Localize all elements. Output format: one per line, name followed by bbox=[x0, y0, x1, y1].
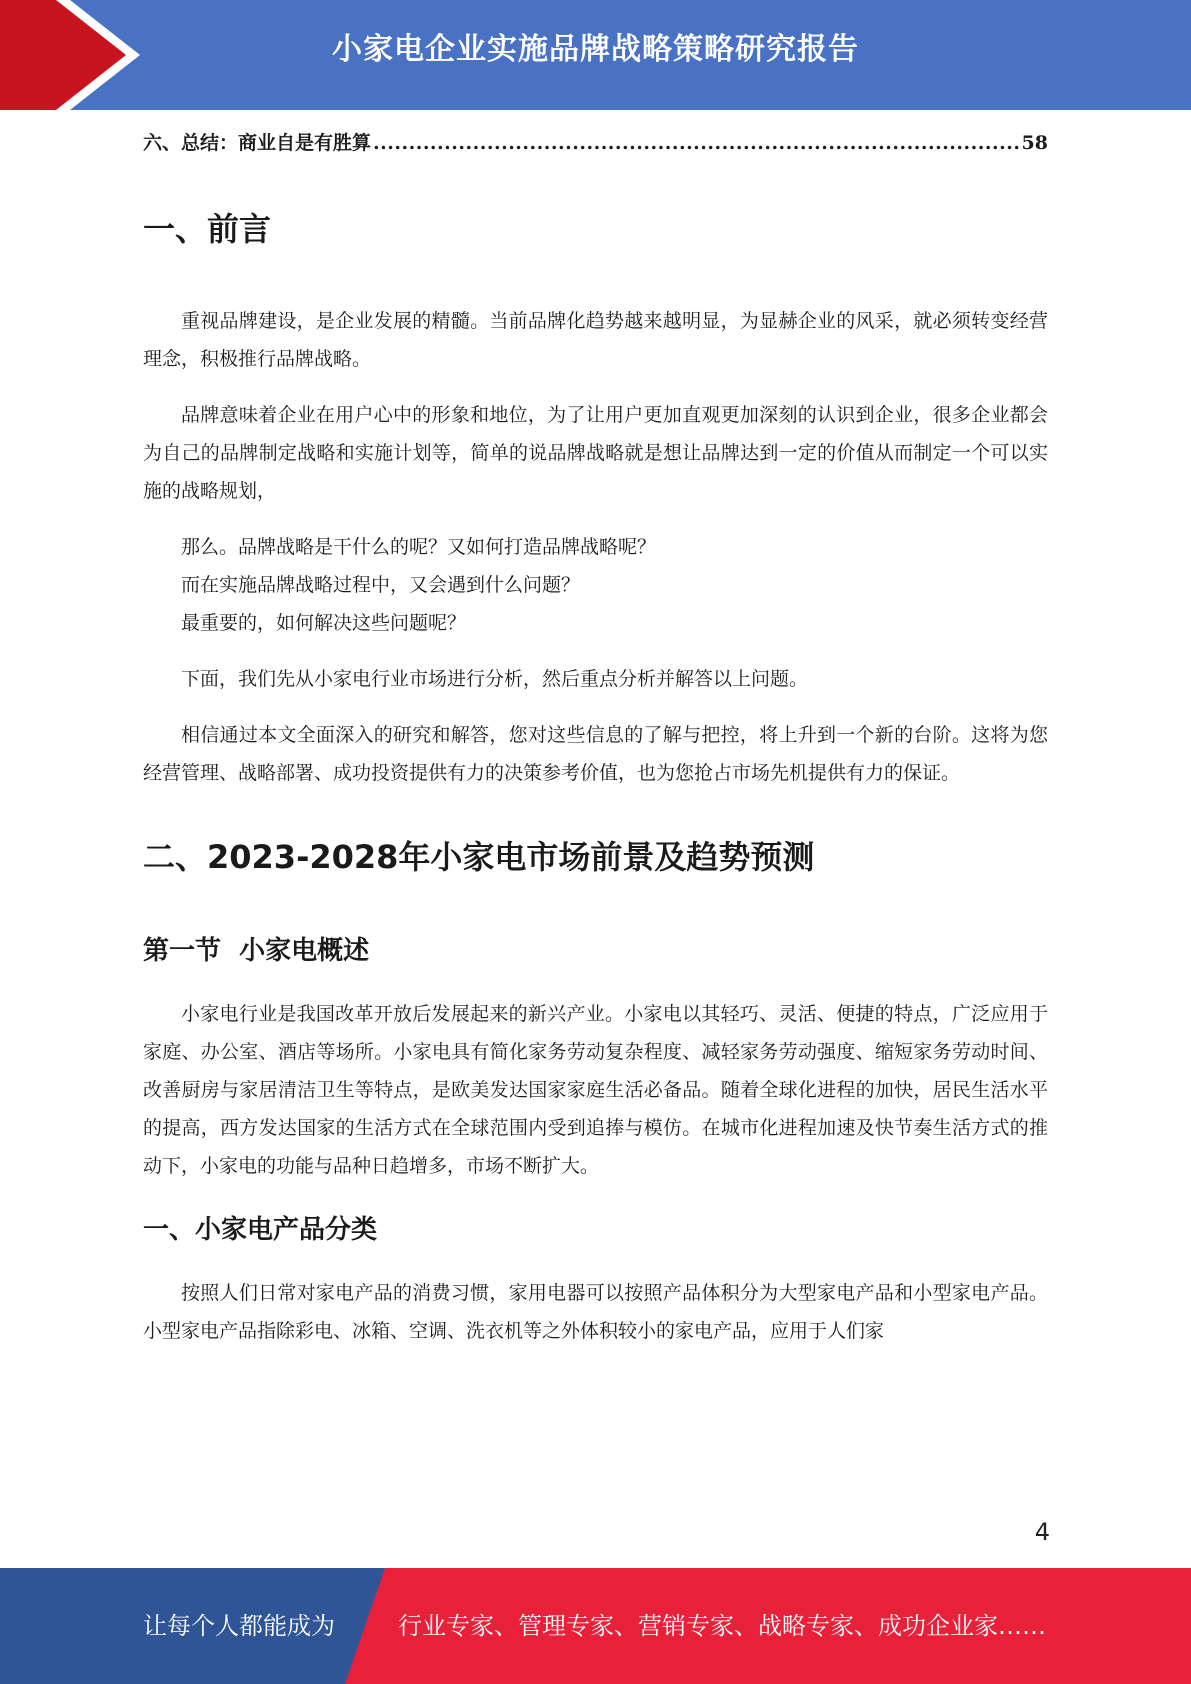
paragraph-preface-1: 重视品牌建设，是企业发展的精髓。当前品牌化趋势越来越明显，为显赫企业的风采，就必须转变经营理念，积极推行品牌战略。 bbox=[143, 310, 1048, 370]
paragraph-preface-3: 下面，我们先从小家电行业市场进行分析，然后重点分析并解答以上问题。 bbox=[181, 668, 809, 690]
page-header bbox=[0, 0, 1191, 110]
heading-subsection-1: 一、小家电产品分类 bbox=[143, 1215, 378, 1245]
paragraph-preface-2: 品牌意味着企业在用户心中的形象和地位，为了让用户更加直观更加深刻的认识到企业，很多企业都会为自己的品牌制定战略和实施计划等，简单的说品牌战略就是想让品牌达到一定的价值从而制定一个可以实施的战略规划， bbox=[143, 404, 1048, 502]
footer-slogan-left: 让每个人都能成为 bbox=[143, 1612, 335, 1640]
heading-section-1: 第一节 小家电概述 bbox=[143, 936, 370, 966]
paragraph-subsection-1: 按照人们日常对家电产品的消费习惯，家用电器可以按照产品体积分为大型家电产品和小型家电产品。小型家电产品指除彩电、冰箱、空调、洗衣机等之外体积较小的家电产品，应用于人们家 bbox=[143, 1282, 1048, 1342]
toc-entry-page: 58 bbox=[1021, 132, 1048, 154]
heading-chapter-2: 二、2023-2028年小家电市场前景及趋势预测 bbox=[143, 838, 815, 876]
page-footer bbox=[0, 1568, 1191, 1684]
toc-leader-dots bbox=[373, 120, 1020, 166]
footer-slogan-right: 行业专家、管理专家、营销专家、战略专家、成功企业家…… bbox=[398, 1612, 1046, 1640]
paragraph-section-1: 小家电行业是我国改革开放后发展起来的新兴产业。小家电以其轻巧、灵活、便捷的特点，广泛应用于家庭、办公室、酒店等场所。小家电具有简化家务劳动复杂程度、减轻家务劳动强度、缩短家务劳动时间、改善厨房与家居清洁卫生等特点，是欧美发达国家家庭生活必备品。随着全球化进程的加快，居民生活水平的提高，西方发达国家的生活方式在全球范围内受到追捧与模仿。在城市化进程加速及快节奏生活方式的推动下，小家电的功能与品种日趋增多，市场不断扩大。 bbox=[143, 1003, 1048, 1177]
toc-entry[interactable] bbox=[143, 120, 1048, 166]
document-body bbox=[143, 120, 1048, 1350]
paragraph-question-1: 那么。品牌战略是干什么的呢？又如何打造品牌战略呢？ bbox=[181, 536, 657, 558]
report-title: 小家电企业实施品牌战略策略研究报告 bbox=[332, 32, 859, 67]
paragraph-question-2: 而在实施品牌战略过程中，又会遇到什么问题？ bbox=[181, 574, 581, 596]
paragraph-question-3: 最重要的，如何解决这些问题呢？ bbox=[181, 612, 467, 634]
paragraph-preface-4: 相信通过本文全面深入的研究和解答，您对这些信息的了解与把控，将上升到一个新的台阶。这将为您经营管理、战略部署、成功投资提供有力的决策参考价值，也为您抢占市场先机提供有力的保证。 bbox=[143, 724, 1048, 784]
toc-entry-label: 六、总结：商业自是有胜算 bbox=[143, 132, 372, 154]
heading-preface: 一、前言 bbox=[143, 210, 272, 248]
page-number: 4 bbox=[1034, 1518, 1050, 1546]
